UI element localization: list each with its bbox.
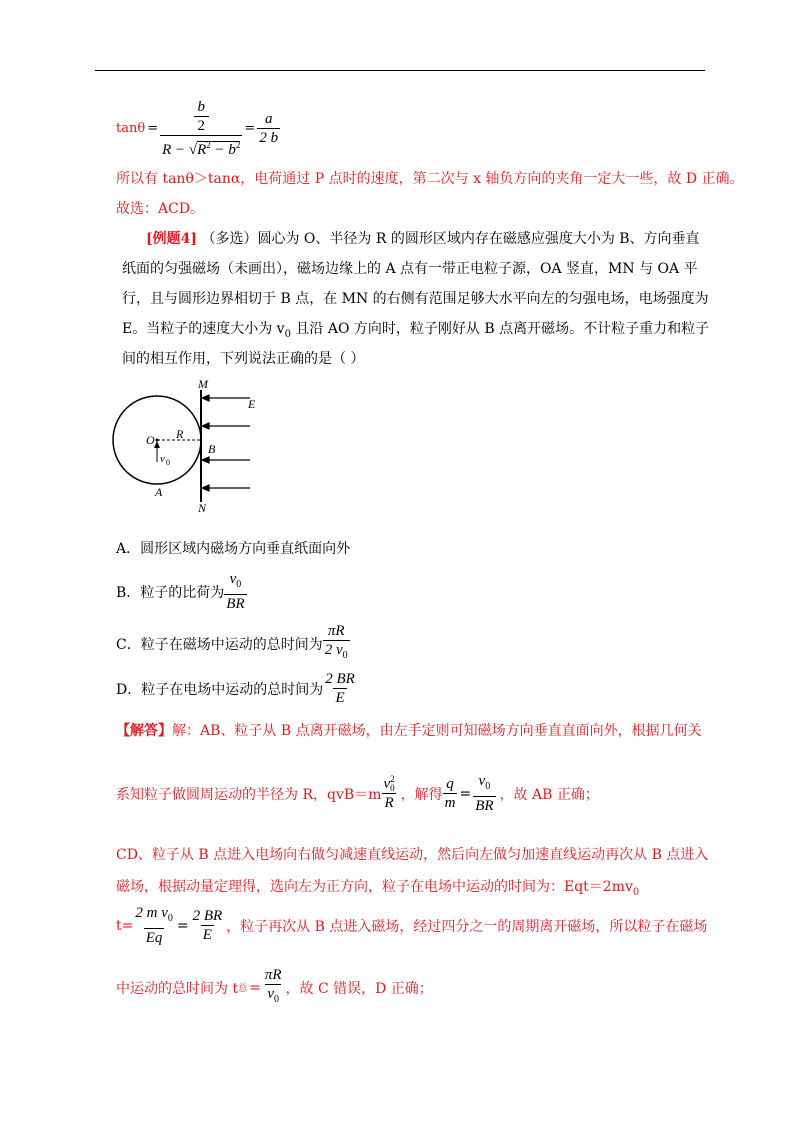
answer-f3-den-sub: 0: [274, 994, 279, 1005]
conclusion-line: 所以有 tanθ＞tanα，电荷通过 P 点时的速度，第二次与 x 轴负方向的夹角一定大一些，故 D 正确。: [116, 171, 744, 187]
tan-theta-label: tanθ: [116, 120, 146, 136]
example-line4-sub: 0: [284, 328, 291, 340]
answer-frac-num-sub: 0: [390, 783, 395, 794]
answer-line5-a: t=: [116, 917, 134, 934]
center-point: [156, 439, 159, 442]
answer-line5-eq: =: [176, 917, 189, 934]
equals-2: =: [244, 120, 256, 136]
option-c-num: πR: [327, 623, 345, 639]
answer-f3-den: v: [267, 986, 274, 1002]
fraction-1: $\frac{\frac{b}{2}}{R - √R^2 - b^2}$: [162, 98, 241, 158]
option-b-text: B．粒子的比荷为: [116, 584, 225, 601]
answer-f2-num: 2 BR: [192, 908, 223, 924]
answer-line-4: [116, 876, 639, 898]
answer-frac-den: R: [384, 795, 394, 812]
frac2-num: a: [264, 110, 273, 127]
option-c-text: C．粒子在磁场中运动的总时间为: [116, 636, 323, 653]
answer-f2-den: E: [202, 927, 212, 943]
example-tag: [例题4]: [146, 231, 197, 247]
example-line4-b: 且沿 AO 方向时，粒子刚好从 B 点离开磁场。不计粒子重力和粒子: [290, 321, 710, 337]
answer-text-1: 解：AB、粒子从 B 点离开磁场，由左手定则可知磁场方向垂直直面向外，根据几何关: [172, 723, 702, 739]
option-b-den: BR: [226, 596, 245, 612]
answer-frac-pir-v0: [263, 966, 284, 1009]
fraction-2: [257, 110, 280, 147]
option-c: [116, 622, 350, 665]
answer-line-1: [116, 720, 702, 740]
option-d-text: D．粒子在电场中运动的总时间为: [116, 681, 324, 698]
answer-frac-q-m: [443, 775, 458, 812]
label-N: N: [198, 501, 207, 515]
answer-line6-eq: =: [249, 979, 261, 996]
answer-f1-num: 2 m v: [135, 905, 168, 921]
answer-f1-den: Eq: [145, 930, 163, 946]
label-R: R: [176, 427, 184, 441]
answer-line2-b: ，解得: [400, 786, 443, 803]
physics-diagram: [110, 378, 280, 518]
example-line-4: [122, 318, 709, 340]
answer-frac-num: v: [383, 775, 391, 792]
answer-frac-v0-br: [473, 772, 495, 815]
frac2-den: 2 b: [259, 129, 279, 146]
tan-formula: [116, 96, 280, 160]
answer-frac-2br-e: [191, 907, 225, 944]
answer-tag: 【解答】: [116, 723, 172, 739]
frac1-sqrt: R: [197, 141, 207, 158]
answer-line-5: [116, 904, 707, 947]
answer-line2-c: ，故 AB 正确；: [499, 786, 599, 803]
answer-frac3-num: v: [478, 773, 486, 789]
frac1-sqrt2: − b: [210, 141, 236, 158]
equals-1: =: [147, 120, 159, 136]
answer-frac2-den: m: [444, 795, 456, 811]
option-d-num: 2 BR: [325, 671, 355, 687]
label-v-sub: 0: [166, 458, 170, 467]
answer-line4-a: 磁场，根据动量定理得，选向左为正方向，粒子在电场中运动的时间为：Eqt＝2mv: [116, 879, 633, 895]
answer-line-3: CD、粒子从 B 点进入电场向右做匀减速直线运动，然后向左做匀加速直线运动再次从 B 点进入: [116, 847, 709, 863]
example-line-3: 行，且与圆形边界相切于 B 点，在 MN 的右侧有范围足够大水平向左的匀强电场，电场强度为: [122, 291, 709, 307]
example-line-2: 纸面的匀强磁场（未画出），磁场边缘上的 A 点有一带正电粒子源，OA 竖直，MN 与 OA 平: [122, 261, 698, 277]
option-b-fraction: [224, 570, 246, 613]
answer-line2-eq: =: [459, 785, 472, 802]
answer-line6-a: 中运动的总时间为 t: [116, 980, 239, 997]
answer-choice-line: 故选：ACD。: [116, 201, 205, 217]
option-c-fraction: [323, 622, 350, 665]
option-b-num: v: [229, 571, 237, 587]
option-c-den: 2 v: [324, 642, 343, 658]
label-B: B: [208, 442, 216, 456]
label-M: M: [198, 378, 208, 391]
answer-frac2-num: q: [446, 776, 454, 792]
option-b-num-sub: 0: [236, 579, 242, 590]
example-line4-a: E。当粒子的速度大小为 v: [122, 321, 285, 337]
answer-line6-b: ，故 C 错误，D 正确；: [285, 980, 433, 997]
answer-line2-a: 系知粒子做圆周运动的半径为 R，qvB＝m: [116, 786, 382, 803]
velocity-arrowhead: [154, 441, 160, 448]
frac1-num: b: [197, 98, 205, 115]
answer-line5-b: ，粒子再次从 B 点进入磁场，经过四分之一的周期离开磁场，所以粒子在磁场: [226, 918, 708, 935]
option-b: [116, 570, 247, 613]
answer-frac3-den: BR: [475, 798, 494, 814]
answer-line6-sub: 总: [238, 984, 248, 994]
frac1-den-text: R −: [162, 141, 189, 158]
option-a: A．圆形区域内磁场方向垂直纸面向外: [116, 541, 351, 557]
frac1-num-den: 2: [194, 116, 210, 135]
answer-frac-v2-r: [381, 775, 396, 813]
answer-line4-sub: 0: [632, 886, 640, 898]
answer-frac-2mv0-eq: [133, 904, 175, 947]
answer-frac-num-sup: 2: [390, 774, 395, 785]
label-A: A: [155, 485, 163, 499]
example-line-5: 间的相互作用，下列说法正确的是（ ）: [122, 351, 365, 367]
option-d-fraction: [323, 670, 357, 707]
option-d-den: E: [335, 690, 345, 706]
option-d: [116, 670, 357, 707]
example-text-1: （多选）圆心为 O、半径为 R 的圆形区域内存在磁感应强度大小为 B、方向垂直: [201, 231, 700, 247]
answer-f3-num: πR: [264, 967, 282, 983]
option-c-den-sub: 0: [342, 650, 348, 661]
answer-f1-num-sub: 0: [167, 913, 173, 924]
label-O: O: [146, 433, 155, 447]
answer-line-2: [116, 772, 599, 815]
answer-frac3-num-sub: 0: [485, 781, 491, 792]
header-rule: [95, 70, 705, 71]
label-v: v: [160, 453, 165, 465]
answer-line-6: [116, 966, 433, 1009]
example-line-1: [146, 228, 700, 248]
label-E: E: [248, 397, 256, 411]
